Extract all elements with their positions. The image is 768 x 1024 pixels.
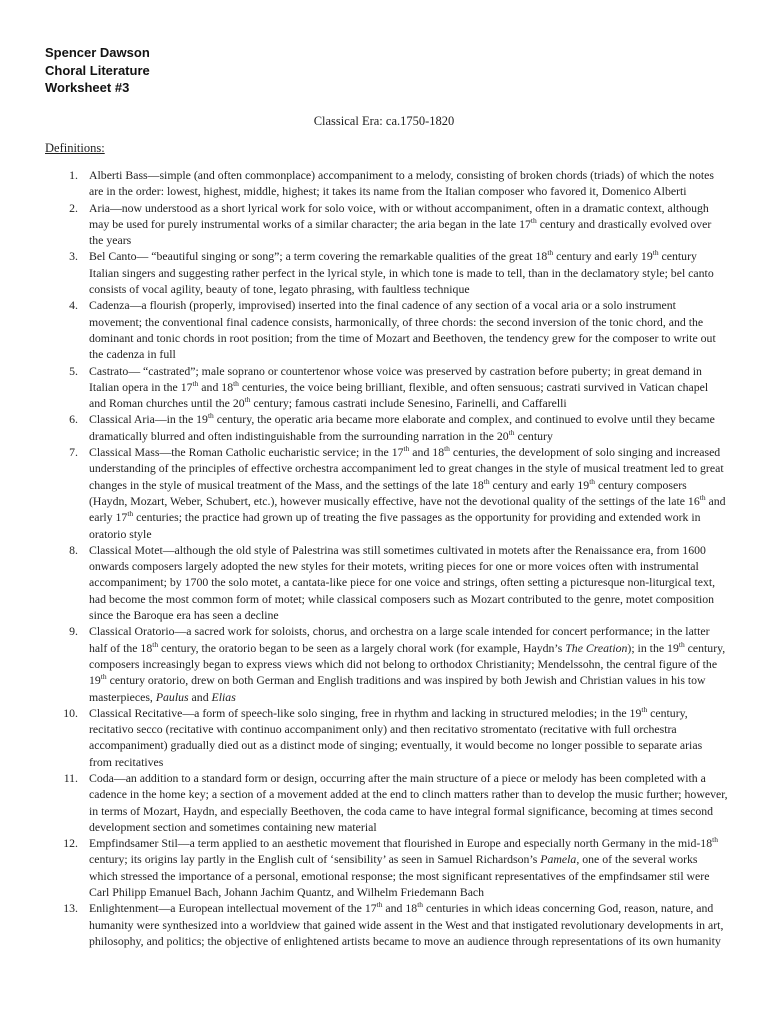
worksheet-number: Worksheet #3	[45, 80, 130, 95]
definition-item	[45, 770, 728, 835]
definition-number: 3.	[69, 249, 78, 264]
definition-text: Classical Mass—the Roman Catholic eucharistic service; in the 17th and 18th centuries, the development of solo singing and increased understanding of the principles of effective orchestra accompaniment led to great changes in the style of musical treatment led to great changes in the style of musical treatment of the Mass, and the settings of the late 18th century and early 19th century composers (Haydn, Mozart, Weber, Schubert, etc.), however musically effective, have not the devotional quality of the settings of the late 16th and early 17th centuries; the practice had grown up of treating the five passages as the opportunity for providing and extended work in oratorio style	[89, 444, 726, 541]
definition-number: 8.	[69, 542, 78, 557]
definition-item	[45, 248, 728, 297]
definition-number: 12.	[63, 836, 78, 851]
definition-number: 9.	[69, 624, 78, 639]
definition-item	[45, 200, 728, 249]
definition-text: Empfindsamer Stil—a term applied to an aesthetic movement that flourished in Europe and especially north Germany in the mid-18th century; its origins lay partly in the English cult of ‘sensibility’ as seen in Samuel Richardson’s Pamela, one of the several works which stressed the importance of a personal, emotional response; the most significant representatives of the empfindsamer stil were Carl Philipp Emanuel Bach, Johann Jachim Quantz, and Wilhelm Friedemann Bach	[89, 835, 718, 900]
definition-item	[45, 363, 728, 412]
definition-item	[45, 705, 728, 770]
document-header	[45, 44, 150, 97]
definition-number: 2.	[69, 200, 78, 215]
definition-number: 7.	[69, 445, 78, 460]
definition-text: Classical Motet—although the old style of Palestrina was still sometimes cultivated in motets after the Renaissance era, from 1600 onwards composers largely adopted the new styles for their motets, writing pieces for one or more voices often with instrumental accompaniment; by 1700 the solo motet, a cantata-like piece for one voice and strings, often setting a picturesque non-liturgical text, had become the most common form of motet; while classical composers such as Mozart contributed to the genre, motet composition since the Baroque era has seen a decline	[89, 542, 716, 623]
definition-text: Classical Oratorio—a sacred work for soloists, chorus, and orchestra on a large scale intended for concert performance; in the latter half of the 18th century, the oratorio began to be seen as a largely choral work (for example, Haydn’s The Creation); in the 19th century, composers increasingly began to express views which did not belong to orthodox Christianity; Mendelssohn, the central figure of the 19th century oratorio, drew on both German and English traditions and was inspired by both Jewish and Christian values in his tow masterpieces, Paulus and Elias	[89, 624, 726, 704]
definition-text: Classical Recitative—a form of speech-like solo singing, free in rhythm and lacking in structured melodies; in the 19th century, recitativo secco (recitative with continuo accompaniment only) and then recitativo stromentato (recitative with full orchestra accompaniment) gradually died out as a distinct mode of singing; eventually, it would become no longer possible to separate arias from recitatives	[89, 704, 703, 769]
definition-text: Cadenza—a flourish (properly, improvised) inserted into the final cadence of any section of a vocal aria or a solo instrument movement; the conventional final cadence consists, harmonically, of three chords: the second inversion of the tonic chord, and the dominant and tonic chords in root position; from the time of Mozart and Beethoven, the tendency grew for the composer to write out the cadenza in full	[89, 298, 716, 362]
definition-item	[45, 835, 728, 900]
definition-number: 4.	[69, 298, 78, 313]
definitions-list	[45, 167, 728, 949]
definitions-heading: Definitions:	[45, 141, 105, 155]
definition-item	[45, 167, 728, 200]
definition-item	[45, 623, 728, 704]
definition-item	[45, 542, 728, 623]
definition-number: 11.	[63, 770, 78, 785]
definition-number: 6.	[69, 412, 78, 427]
definition-number: 5.	[69, 363, 78, 378]
definition-item	[45, 297, 728, 362]
definition-text: Coda—an addition to a standard form or design, occurring after the main structure of a piece or melody has been completed with a cadence in the home key; a section of a movement added at the end to clinch matters rather than to develop the music further; however, in terms of Mozart, Haydn, and especially Beethoven, the coda came to have integral formal significance, becoming at times second development section and sometimes containing new material	[89, 770, 728, 834]
definition-number: 1.	[69, 168, 78, 182]
definition-text: Enlightenment—a European intellectual movement of the 17th and 18th centuries in which ideas concerning God, reason, nature, and humanity were synthesized into a worldview that gained wide assent in the West and that instigated revolutionary developments in art, philosophy, and politics; the objective of enlightened artists became to move an audience through representations of its own humanity	[89, 900, 724, 948]
definition-item	[45, 444, 728, 542]
definition-text: Castrato— “castrated”; male soprano or countertenor whose voice was preserved by castration before puberty; in great demand in Italian opera in the 17th and 18th centuries, the voice being brilliant, flexible, and often sensuous; castrati survived in Vatican chapel and Roman churches until the 20th century; famous castrati include Senesino, Farinelli, and Caffarelli	[89, 363, 709, 411]
definition-number: 13.	[63, 901, 78, 916]
definition-text: Bel Canto— “beautiful singing or song”; a term covering the remarkable qualities of the great 18th century and early 19th century Italian singers and suggesting rather perfect in the lyrical style, in which tone is made to tell, than in the declamatory style; bel canto consists of vocal agility, beauty of tone, legato phrasing, with faultless technique	[89, 248, 714, 297]
course-name: Choral Literature	[45, 62, 150, 78]
definition-number: 10.	[63, 705, 78, 720]
definition-text: Aria—now understood as a short lyrical work for solo voice, with or without accompaniment, often in a dramatic context, although may be used for purely instrumental works of a similar character; the aria began in the late 17th century and drastically evolved over the years	[89, 200, 712, 248]
definition-text: Alberti Bass—simple (and often commonplace) accompaniment to a melody, consisting of broken chords (triads) of which the notes are in the order: lowest, highest, middle, highest; it takes its name from the Italian composer who favored it, Domenico Alberti	[89, 168, 714, 199]
definition-item	[45, 900, 728, 949]
definition-text: Classical Aria—in the 19th century, the operatic aria became more elaborate and complex, and continued to evolve until they became dramatically blurred and often indistinguishable from the surrounding narration in the 20th century	[89, 411, 715, 443]
document-title: Classical Era: ca.1750-1820	[313, 114, 455, 128]
author-name: Spencer Dawson	[45, 45, 150, 60]
definition-item	[45, 411, 728, 444]
